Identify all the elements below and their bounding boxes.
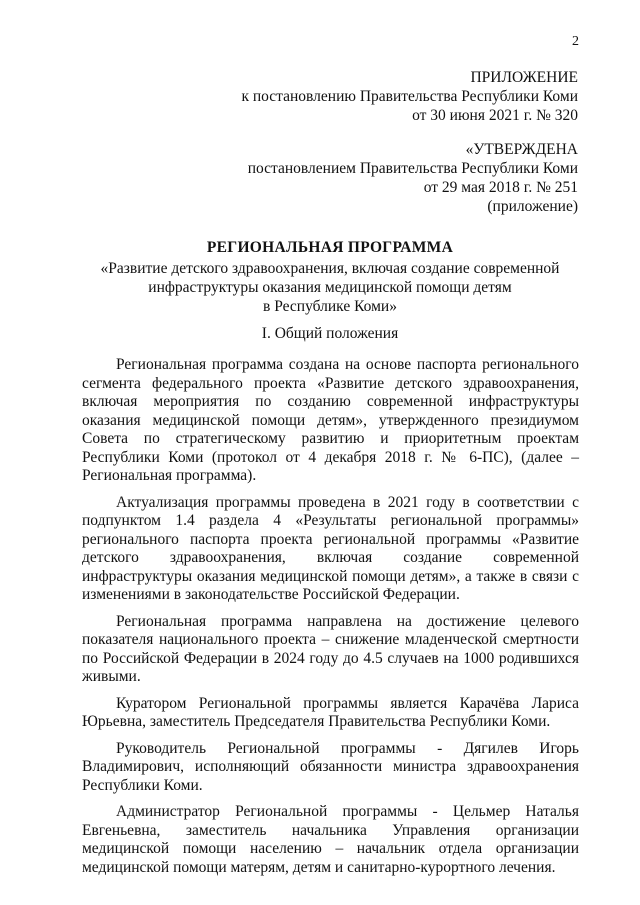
program-title-block [80,238,580,316]
paragraph-update: Актуализация программы проведена в 2021 году в соответствии с подпунктом 1.4 раздела 4 «Результаты региональной программы» регионального паспорта проекта региональной программы «Развитие детского здравоохранения, включая создание современной инфраструктуры оказания медицинской помощи детям», а также в связи с изменениями в законодательстве Российской Федерации. [82,493,579,603]
approved-title: «УТВЕРЖДЕНА [465,141,578,158]
appendix-title: ПРИЛОЖЕНИЕ [470,69,578,86]
page-number: 2 [572,34,579,49]
section-title: I. Общий положения [261,325,399,342]
program-subtitle-line-2: инфраструктуры оказания медицинской помощи детям [148,279,512,296]
approved-date: от 29 мая 2018 г. № 251 [423,179,578,196]
program-title: РЕГИОНАЛЬНАЯ ПРОГРАММА [206,239,454,256]
appendix-resolution: к постановлению Правительства Республики Коми [241,88,578,105]
approved-note: (приложение) [487,198,578,215]
paragraph-administrator: Администратор Региональной программы - Цельмер Наталья Евгеньевна, заместитель начальника Управления организации медицинской помощи населению – начальник отдела организации медицинской помощи матерям, детям и санитарно-курортного лечения. [82,803,579,876]
appendix-header [241,68,578,125]
appendix-date: от 30 июня 2021 г. № 320 [412,107,578,124]
paragraph-goal: Региональная программа направлена на достижение целевого показателя национального проекта – снижение младенческой смертности по Российской Федерации в 2024 году до 4.5 случаев на 1000 родившихся живыми. [82,612,579,685]
program-subtitle-line-3: в Республике Коми» [263,298,397,315]
approved-resolution: постановлением Правительства Республики Коми [247,160,578,177]
paragraph-curator: Куратором Региональной программы является Карачёва Лариса Юрьевна, заместитель Председателя Правительства Республики Коми. [82,694,579,730]
paragraph-head: Руководитель Региональной программы - Дягилев Игорь Владимирович, исполняющий обязанности министра здравоохранения Республики Коми. [82,739,579,794]
body-text [82,356,579,881]
approved-header [248,140,578,216]
paragraph-basis: Региональная программа создана на основе паспорта регионального сегмента федерального проекта «Развитие детского здравоохранения, включая мероприятия по созданию современной инфраструктуры оказания медицинской помощи детям», утвержденного президиумом Совета по стратегическому развитию и приоритетным проектам Республики Коми (протокол от 4 декабря 2018 г. № 6-ПС), (далее – Региональная программа). [82,356,579,484]
program-subtitle-line-1: «Развитие детского здравоохранения, включая создание современной [100,260,560,277]
